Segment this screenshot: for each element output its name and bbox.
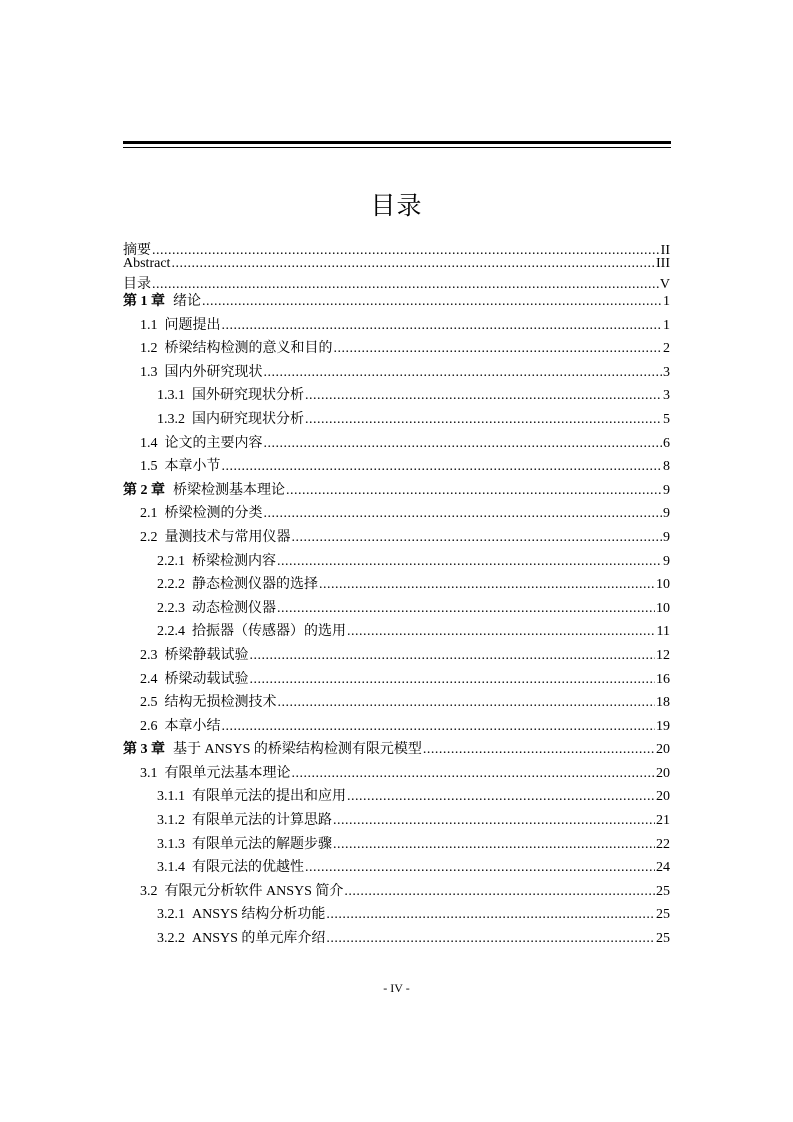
toc-page-number: 25 [656,931,670,947]
toc-leader-dots [277,601,655,617]
toc-entry-title: 有限元法的优越性 [192,860,304,876]
header-rule-thin [123,147,671,148]
toc-entry[interactable] [123,290,670,314]
toc-leader-dots [277,554,662,570]
toc-entry-number: 1.4 [140,435,158,451]
toc-entry-number: 1.3.2 [157,411,185,427]
toc-entry[interactable] [123,573,670,597]
toc-leader-dots [305,388,662,404]
toc-page-number: 18 [656,695,670,711]
toc-leader-dots [292,766,656,782]
toc-page-number: 1 [663,317,670,333]
toc-entry[interactable] [123,384,670,408]
toc-page-number: 10 [656,600,670,616]
toc-page-number: 16 [656,671,670,687]
toc-entry[interactable] [123,256,670,273]
toc-leader-dots [171,256,655,272]
toc-entry-title: 有限单元法的提出和应用 [192,789,346,805]
toc-page-number: 9 [663,506,670,522]
toc-entry-title: ANSYS 的单元库介绍 [192,931,326,947]
toc-entry-title: 桥梁动载试验 [164,671,249,687]
toc-entry-number: 2.5 [140,695,158,711]
toc-page-number: 21 [656,813,670,829]
toc-leader-dots [347,789,655,805]
toc-leader-dots [250,648,656,664]
toc-entry-number: 第 1 章 [123,294,165,309]
toc-leader-dots [278,695,656,711]
toc-leader-dots [319,577,655,593]
toc-entry-number: 2.4 [140,671,158,687]
toc-entry-title: 有限单元法的解题步骤 [192,836,332,852]
toc-leader-dots [152,277,659,293]
toc-page-number: 22 [656,836,670,852]
toc-page-number: 20 [656,765,670,781]
toc-page-number: 12 [656,647,670,663]
toc-entry-title: 绪论 [173,294,201,309]
toc-page-number: 9 [663,553,670,569]
toc-entry-number: 第 3 章 [123,742,165,758]
toc-page-number: 11 [656,624,670,640]
toc-entry-number: 3.1.2 [157,813,185,829]
toc-entry[interactable] [123,239,670,256]
toc-entry[interactable] [123,273,670,290]
toc-entry[interactable] [123,856,670,880]
toc-entry[interactable] [123,644,670,668]
toc-leader-dots [250,672,656,688]
toc-leader-dots [292,530,663,546]
toc-page-number: 5 [663,411,670,427]
toc-entry-title: 桥梁静载试验 [164,647,249,663]
toc-entry-title: 桥梁检测基本理论 [173,482,285,498]
toc-entry-title: 基于 ANSYS 的桥梁结构检测有限元模型 [173,742,422,758]
toc-entry-number: 3.2.1 [157,907,185,923]
toc-list [123,239,670,951]
toc-page-number: 25 [656,907,670,923]
toc-entry-number: 1.5 [140,459,158,475]
toc-page-number: 9 [663,529,670,545]
toc-entry[interactable] [123,833,670,857]
toc-leader-dots [222,719,656,735]
page-number-footer: - IV - [383,981,410,995]
toc-entry-title: 有限单元法基本理论 [164,765,291,781]
toc-entry-number: 1.3.1 [157,388,185,404]
header-rule-thick [123,141,671,144]
toc-entry[interactable] [123,738,670,762]
toc-entry[interactable] [123,337,670,361]
toc-entry-title: 国内研究现状分析 [192,411,304,427]
toc-leader-dots [222,459,663,475]
toc-entry-title: Abstract [123,256,171,271]
toc-leader-dots [264,436,663,452]
toc-entry-number: 3.1.1 [157,789,185,805]
toc-entry-title: 国内外研究现状 [164,364,263,380]
toc-leader-dots [222,318,663,334]
toc-entry-number: 2.6 [140,718,158,734]
toc-entry-title: 结构无损检测技术 [164,695,277,711]
toc-entry-title: 动态检测仪器 [192,600,276,616]
toc-entry-number: 2.2.3 [157,600,185,616]
toc-page-number: 3 [663,388,670,404]
toc-entry[interactable] [123,526,670,550]
toc-leader-dots [333,813,655,829]
toc-entry-number: 1.2 [140,341,158,357]
toc-entry[interactable] [123,880,670,904]
toc-entry-number: 3.2 [140,883,158,899]
toc-leader-dots [305,860,655,876]
toc-entry[interactable] [123,432,670,456]
toc-leader-dots [333,837,655,853]
toc-entry-title: 本章小结 [164,718,221,734]
toc-leader-dots [264,506,663,522]
toc-page-number: 1 [663,294,670,309]
toc-leader-dots [334,341,663,357]
toc-leader-dots [326,931,655,947]
toc-entry-title: 量测技术与常用仪器 [164,529,291,545]
toc-entry[interactable] [123,668,670,692]
toc-entry[interactable] [123,762,670,786]
toc-entry-number: 第 2 章 [123,482,165,498]
toc-entry-number: 2.2 [140,529,158,545]
toc-entry[interactable] [123,620,670,644]
toc-entry-number: 3.1.4 [157,860,185,876]
toc-page-number: 24 [656,860,670,876]
toc-entry[interactable] [123,927,670,951]
toc-entry[interactable] [123,785,670,809]
toc-page-number: 6 [663,435,670,451]
toc-page-number: V [659,277,670,292]
toc-entry-title: 问题提出 [164,317,221,333]
toc-entry-title: 静态检测仪器的选择 [192,577,318,593]
toc-entry[interactable] [123,903,670,927]
toc-entry[interactable] [123,502,670,526]
toc-entry[interactable] [123,314,670,338]
toc-entry-number: 2.2.1 [157,553,185,569]
toc-entry-title: 有限元分析软件 ANSYS 简介 [164,883,344,899]
toc-entry-number: 3.1 [140,765,158,781]
toc-page-number: 8 [663,459,670,475]
toc-entry-title: 国外研究现状分析 [192,388,304,404]
toc-entry-number: 3.2.2 [157,931,185,947]
toc-entry-title: 桥梁结构检测的意义和目的 [164,341,333,357]
toc-entry-title: 摘要 [123,243,151,258]
toc-entry-title: 论文的主要内容 [164,435,263,451]
toc-entry[interactable] [123,691,670,715]
toc-entry[interactable] [123,809,670,833]
toc-leader-dots [326,907,655,923]
toc-entry-title: 拾振器（传感器）的选用 [192,624,346,640]
toc-entry-number: 3.1.3 [157,836,185,852]
toc-entry-number: 1.1 [140,317,158,333]
toc-entry[interactable] [123,455,670,479]
toc-leader-dots [202,294,662,310]
toc-entry-title: ANSYS 结构分析功能 [192,907,326,923]
toc-page-number: 3 [663,364,670,380]
toc-entry-title: 桥梁检测的分类 [164,506,263,522]
toc-leader-dots [423,742,655,758]
toc-entry-number: 2.1 [140,506,158,522]
toc-page-number: 9 [663,482,670,498]
toc-entry-number: 1.3 [140,364,158,380]
toc-entry[interactable] [123,597,670,621]
toc-leader-dots [264,365,663,381]
toc-entry[interactable] [123,361,670,385]
toc-page-number: 10 [656,577,670,593]
toc-page-number: II [660,243,670,258]
toc-leader-dots [344,884,655,900]
toc-entry-number: 2.3 [140,647,158,663]
toc-page-number: 20 [656,742,670,758]
toc-entry[interactable] [123,479,670,503]
toc-page-number: 25 [656,883,670,899]
toc-leader-dots [305,412,662,428]
toc-entry[interactable] [123,550,670,574]
toc-page-number: III [656,256,670,271]
toc-entry[interactable] [123,408,670,432]
toc-entry-number: 2.2.4 [157,624,185,640]
toc-entry-title: 本章小节 [164,459,221,475]
toc-page-number: 2 [663,341,670,357]
toc-page-number: 20 [656,789,670,805]
toc-entry[interactable] [123,715,670,739]
toc-title: 目录 [370,193,423,220]
toc-leader-dots [347,624,656,640]
toc-entry-title: 桥梁检测内容 [192,553,276,569]
toc-entry-number: 2.2.2 [157,577,185,593]
toc-page-number: 19 [656,718,670,734]
toc-entry-title: 目录 [123,277,151,292]
toc-entry-title: 有限单元法的计算思路 [192,813,332,829]
toc-leader-dots [286,483,662,499]
